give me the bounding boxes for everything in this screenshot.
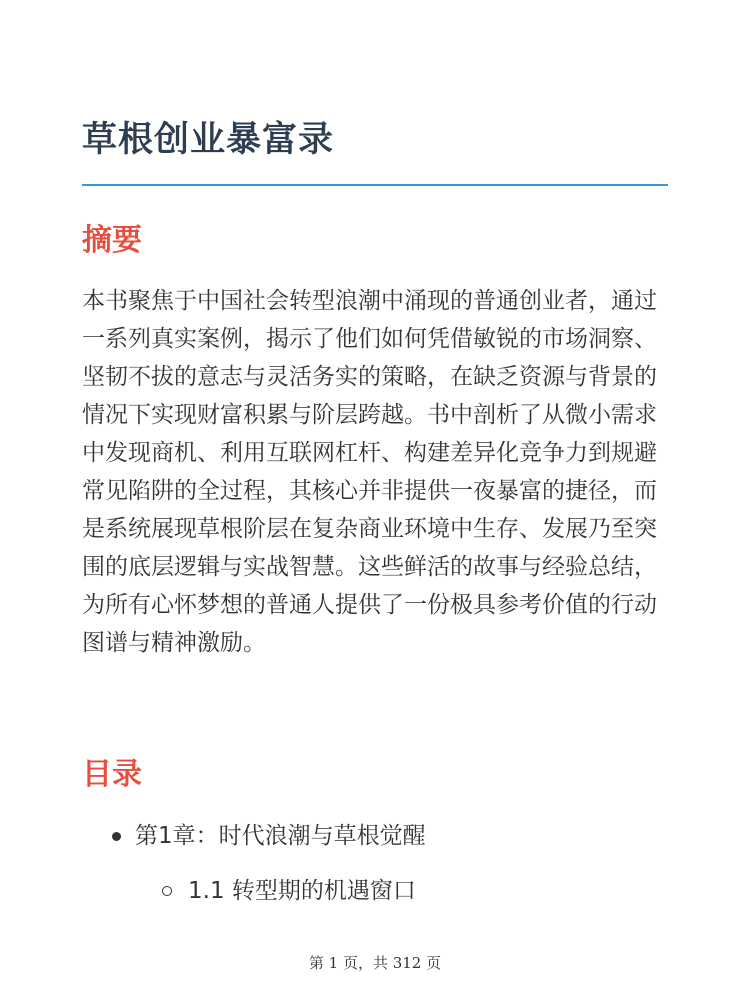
abstract-paragraph: 本书聚焦于中国社会转型浪潮中涌现的普通创业者，通过一系列真实案例，揭示了他们如何凭借敏锐的市场洞察、坚韧不拔的意志与灵活务实的策略，在缺乏资源与背景的情况下实现财富积累与阶层跨越。书中剖析了从微小需求中发现商机、利用互联网杠杆、构建差异化竞争力到规避常见陷阱的全过程，其核心并非提供一夜暴富的捷径，而是系统展现草根阶层在复杂商业环境中生存、发展乃至突围的底层逻辑与实战智慧。这些鲜活的故事与经验总结，为所有心怀梦想的普通人提供了一份极具参考价值的行动图谱与精神激励。: [82, 288, 657, 656]
bullet-circle-icon: [162, 886, 172, 896]
abstract-heading: 摘要: [82, 223, 142, 258]
document-title: 草根创业暴富录: [82, 120, 335, 160]
toc-chapter-item: [112, 817, 426, 855]
toc-section-item: [162, 872, 416, 910]
bullet-disc-icon: [112, 832, 121, 841]
toc-section-label: 1.1 转型期的机遇窗口: [188, 878, 416, 904]
page-number-footer: 第 1 页，共 312 页: [308, 954, 442, 972]
title-divider: [82, 184, 668, 186]
toc-heading: 目录: [82, 757, 142, 792]
toc-chapter-label: 第1章：时代浪潮与草根觉醒: [135, 823, 426, 849]
